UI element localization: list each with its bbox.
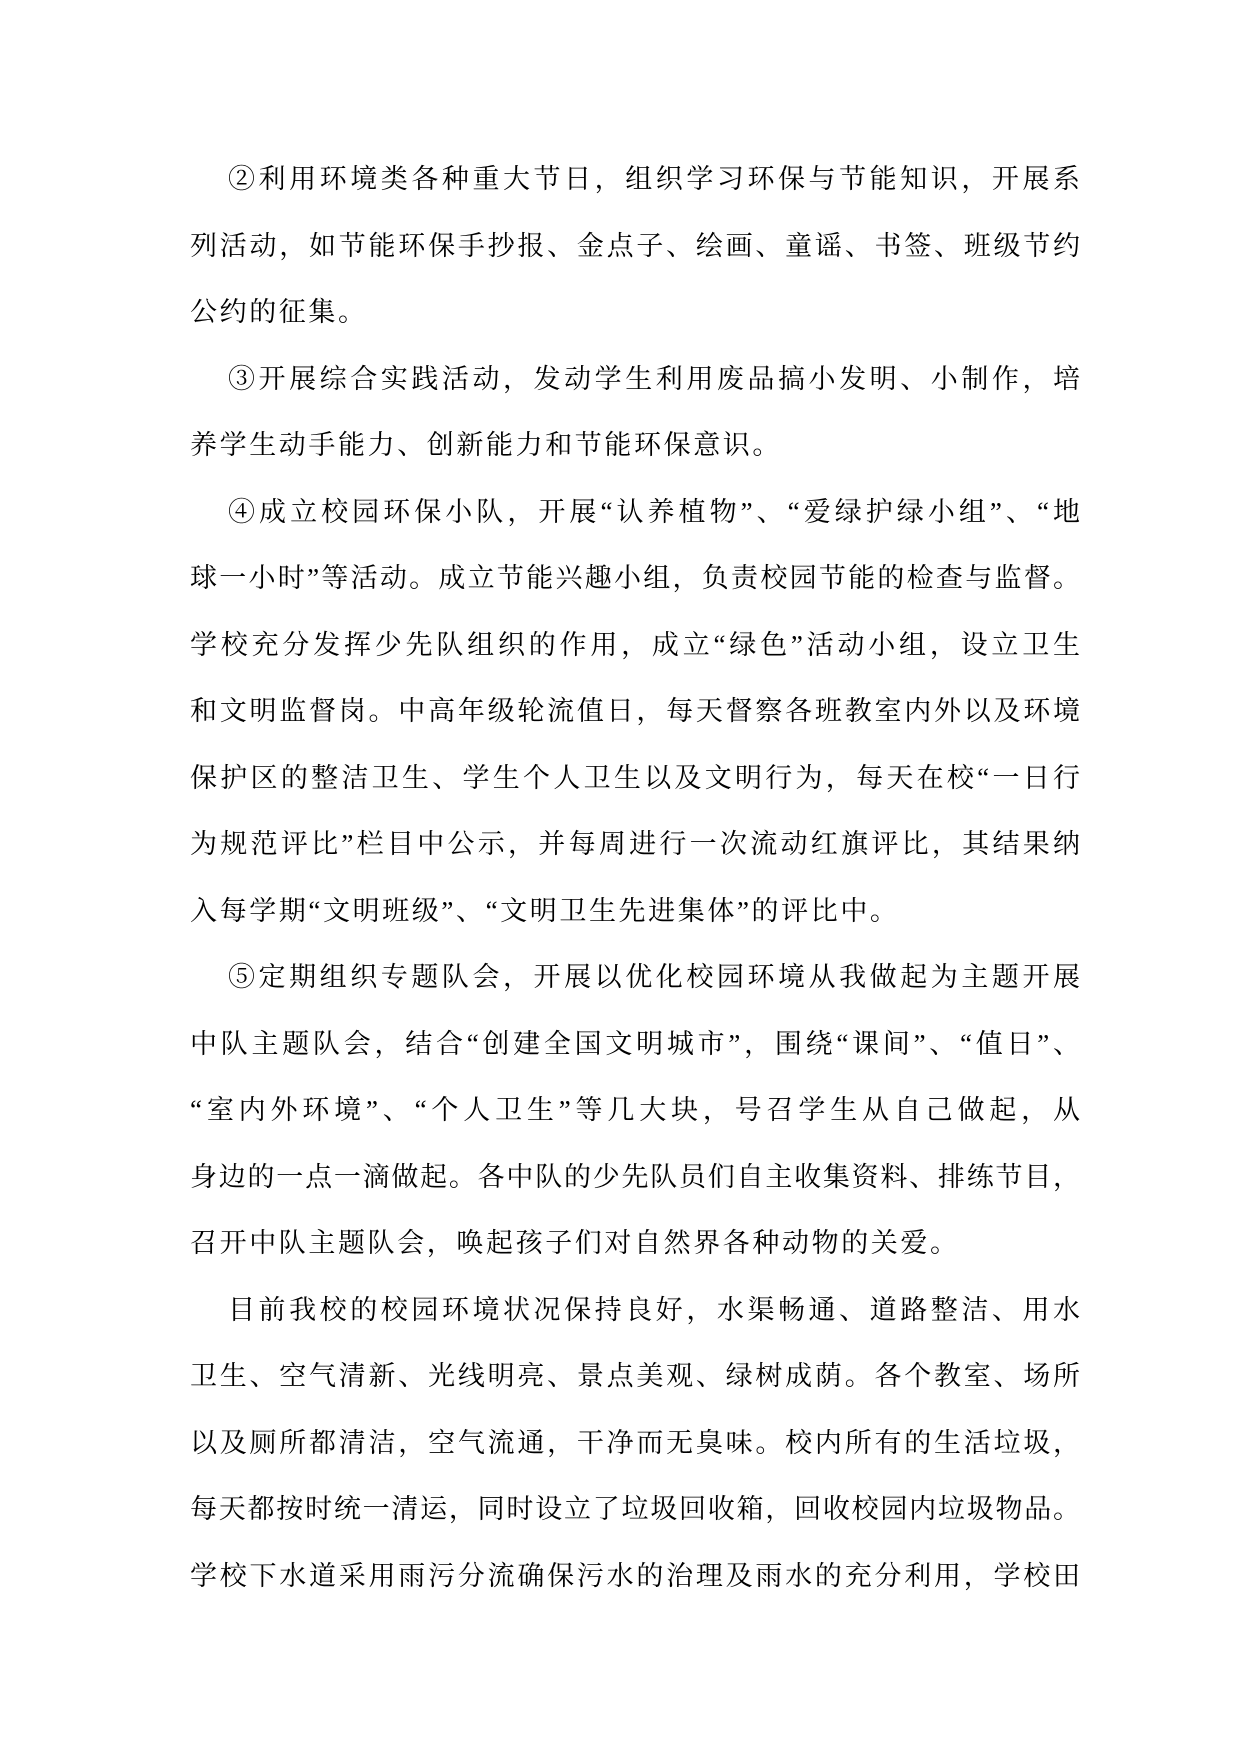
paragraph xyxy=(190,146,1080,346)
paragraph xyxy=(190,1277,1080,1610)
text-line: 以及厕所都清洁，空气流通，干净而无臭味。校内所有的生活垃圾， xyxy=(190,1427,1080,1458)
text-line: 公约的征集。 xyxy=(190,297,368,327)
text-line: 目前我校的校园环境状况保持良好，水渠畅通、道路整洁、用水 xyxy=(228,1294,1080,1325)
text-line: 召开中队主题队会，唤起孩子们对自然界各种动物的关爱。 xyxy=(190,1228,960,1258)
text-line: ③开展综合实践活动，发动学生利用废品搞小发明、小制作，培 xyxy=(228,363,1080,394)
text-line: 和文明监督岗。中高年级轮流值日，每天督察各班教室内外以及环境 xyxy=(190,696,1080,726)
text-line: ②利用环境类各种重大节日，组织学习环保与节能知识，开展系 xyxy=(228,164,1080,194)
text-line: ④成立校园环保小队，开展“认养植物”、“爱绿护绿小组”、“地 xyxy=(228,496,1080,527)
paragraph xyxy=(190,944,1080,1277)
text-line: 养学生动手能力、创新能力和节能环保意识。 xyxy=(190,430,782,460)
text-line: 每天都按时统一清运，同时设立了垃圾回收箱，回收校园内垃圾物品。 xyxy=(190,1494,1080,1524)
text-line: 球一小时”等活动。成立节能兴趣小组，负责校园节能的检查与监督。 xyxy=(190,563,1080,593)
text-line: “室内外环境”、“个人卫生”等几大块，号召学生从自己做起，从 xyxy=(190,1095,1080,1125)
text-line: 入每学期“文明班级”、“文明卫生先进集体”的评比中。 xyxy=(190,895,900,926)
text-line: ⑤定期组织专题队会，开展以优化校园环境从我做起为主题开展 xyxy=(228,962,1080,992)
text-line: 中队主题队会，结合“创建全国文明城市”，围绕“课间”、“值日”、 xyxy=(190,1028,1080,1059)
text-line: 学校下水道采用雨污分流确保污水的治理及雨水的充分利用，学校田 xyxy=(190,1560,1080,1591)
text-line: 卫生、空气清新、光线明亮、景点美观、绿树成荫。各个教室、场所 xyxy=(190,1361,1080,1391)
text-line: 为规范评比”栏目中公示，并每周进行一次流动红旗评比，其结果纳 xyxy=(190,829,1080,859)
paragraph xyxy=(190,346,1080,479)
text-line: 身边的一点一滴做起。各中队的少先队员们自主收集资料、排练节目， xyxy=(190,1161,1080,1192)
text-line: 学校充分发挥少先队组织的作用，成立“绿色”活动小组，设立卫生 xyxy=(190,629,1080,660)
paragraph xyxy=(190,479,1080,945)
text-line: 列活动，如节能环保手抄报、金点子、绘画、童谣、书签、班级节约 xyxy=(190,230,1080,261)
text-line: 保护区的整洁卫生、学生个人卫生以及文明行为，每天在校“一日行 xyxy=(190,762,1080,793)
text-block xyxy=(190,146,1080,1609)
